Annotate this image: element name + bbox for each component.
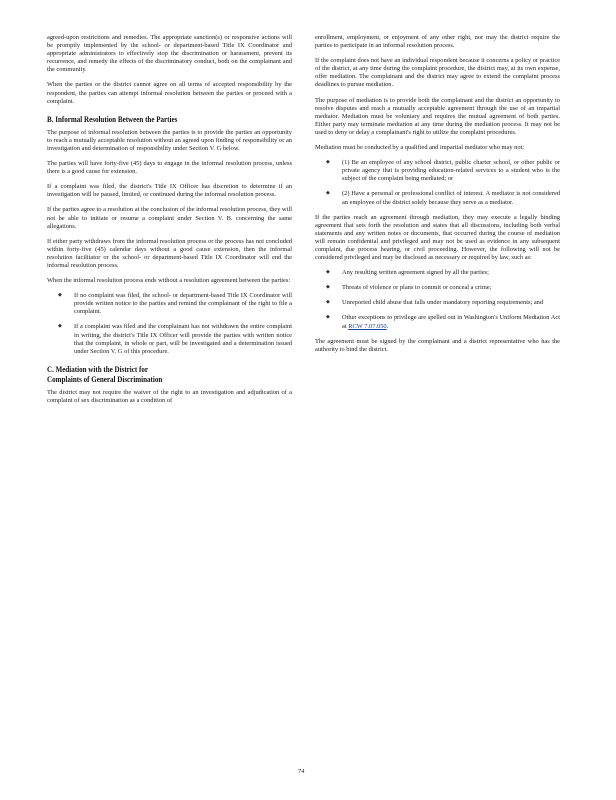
left-column [47, 34, 292, 412]
section-heading-line: C. Mediation with the District for [47, 363, 148, 374]
bullet-icon: ◆ [326, 315, 330, 321]
list-item [315, 284, 560, 292]
paragraph: enrollment, employment, or enjoyment of any other right, nor may the district require the parties to participate in an informal resolution process. [315, 34, 560, 50]
list-item-text: If a complaint was filed and the complainant has not withdrawn the entire complaint in writing, the district's Title IX Officer will provide the parties with written notice that the complaint, in whole or part, will be investigated and a determination issued under Section V. G of this procedure. [74, 323, 292, 355]
paragraph: The purpose of mediation is to provide both the complainant and the district an opportunity to resolve disputes and reach a mutually acceptable agreement through the use of an impartial mediator. Mediation must be voluntary and requires the mutual agreement of both parties. Either party may terminate mediation at any time during the mediation process. It may not be used to deny or delay a complainant's right to utilize the complaint procedures. [315, 96, 560, 136]
bullet-icon: ◆ [326, 300, 330, 306]
paragraph: If a complaint was filed, the district's Title IX Officer has discretion to determine if an investigation will be paused, limited, or continued during the informal resolution process. [47, 183, 292, 199]
bullet-icon: ◆ [326, 270, 330, 276]
list-item-text-end: . [386, 322, 389, 330]
list-item-text: If no complaint was filed, the school- or department-based Title IX Coordinator will provide written notice to the parties and remind the complainant of the right to file a complaint. [74, 292, 292, 316]
rcw-link[interactable]: RCW 7.07.050 [348, 322, 387, 330]
section-heading-informal-resolution: B. Informal Resolution Between the Parties [47, 113, 178, 124]
list-item [47, 292, 292, 316]
section-heading-line: Complaints of General Discrimination [47, 373, 163, 384]
list-item [315, 159, 560, 183]
bullet-icon: ◆ [326, 160, 330, 166]
paragraph: If the parties agree to a resolution at the conclusion of the informal resolution process, they will not be able to initiate or resume a complaint under Section V. B. concerning the same allegations. [47, 206, 292, 230]
bullet-icon: ◆ [58, 293, 62, 299]
paragraph: If either party withdraws from the informal resolution process or the process has not concluded within forty-five (45) calendar days without a good cause extension, then the informal resolution facilitator or the school- or department-based Title IX Coordinator will end the informal resolution process. [47, 237, 292, 269]
section-heading-mediation-line-2 [47, 374, 248, 384]
page-number: 74 [298, 768, 305, 775]
right-column [315, 34, 560, 361]
paragraph: agreed-upon restrictions and remedies. The appropriate sanction(s) or responsive actions will be promptly implemented by the school- or department-based Title IX Coordinator and appropriate administrators to effectively stop the discrimination or harassment, prevent its recurrence, and remedy the effects of the discriminatory conduct, both on the complainant and the community. [47, 34, 292, 74]
paragraph: The district may not require the waiver of the right to an investigation and adjudication of a complaint of sex discrimination as a condition of [47, 388, 292, 404]
list-item-text: Threats of violence or plans to commit or conceal a crime; [342, 284, 492, 292]
paragraph: When the parties or the district cannot agree on all terms of accepted responsibility by the respondent, the parties can attempt informal resolution between the parties or proceed with a complaint. [47, 81, 292, 105]
paragraph: If the parties reach an agreement through mediation, they may execute a legally binding agreement that sets forth the resolution and states that all discussions, including both verbal statements and any written notes or documents, that occurred during the course of mediation will remain confidential and privileged and may not be used as evidence in any subsequent complaint, due process hearing, or civil proceeding. However, the following will not be considered privileged and may be disclosed as necessary or required by law, such as: [315, 213, 560, 262]
paragraph: The parties will have forty-five (45) days to engage in the informal resolution process, unless there is a good cause for extension. [47, 160, 292, 176]
list-item-text: Unreported child abuse that falls under mandatory reporting requirements; and [342, 299, 544, 307]
paragraph: Mediation must be conducted by a qualified and impartial mediator who may not: [315, 144, 525, 152]
list-item [315, 269, 560, 277]
list-item-text: (2) Have a personal or professional conflict of interest. A mediator is not considered an employee of the district solely because they serve as a mediator. [342, 190, 560, 206]
list-item [315, 314, 560, 330]
list-item-text: Other exceptions to privilege are spelled out in Washington's Uniform Mediation Act at [342, 314, 560, 330]
list-item-text: (1) Be an employee of any school district, public charter school, or other public or private agency that is providing education-related services to a student who is the subject of the complaint being mediated; or [342, 159, 560, 183]
paragraph: The purpose of informal resolution between the parties is to provide the parties an opportunity to reach a mutually acceptable resolution without an agreed upon finding of responsibility or an investigation and determination of responsibility under Section V. G below. [47, 128, 292, 152]
section-heading-mediation [47, 364, 248, 374]
list-item [47, 323, 292, 355]
paragraph: If the complaint does not have an individual respondent because it concerns a policy or practice of the district, at any time during the complaint procedure, the district may, at its own expense, offer mediation. The complainant and the district may agree to extend the complaint process deadlines to pursue mediation. [315, 57, 560, 89]
list-item-text: Any resulting written agreement signed by all the parties; [342, 269, 489, 277]
paragraph: The agreement must be signed by the complainant and a district representative who has the authority to bind the district. [315, 337, 560, 353]
paragraph: When the informal resolution process ends without a resolution agreement between the parties: [47, 277, 291, 285]
bullet-icon: ◆ [58, 324, 62, 330]
bullet-icon: ◆ [326, 285, 330, 291]
list-item [315, 190, 560, 206]
bullet-icon: ◆ [326, 191, 330, 197]
list-item [315, 299, 560, 307]
